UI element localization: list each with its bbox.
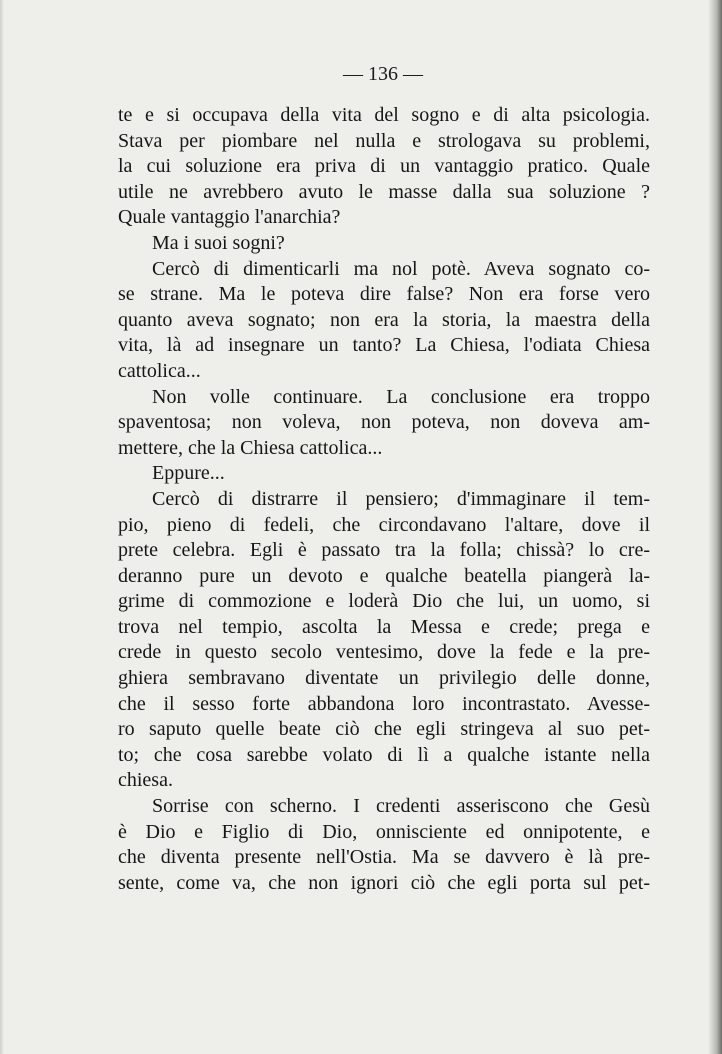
text-line: spaventosa; non voleva, non poteva, non doveva am- [118, 411, 650, 434]
text-line: che il sesso forte abbandona loro incontrastato. Avesse- [118, 692, 650, 715]
text-line: te e si occupava della vita del sogno e di alta psicologia. [118, 104, 650, 126]
page-right-edge-shadow [708, 0, 722, 1054]
text-line: trova nel tempio, ascolta la Messa e crede; prega e [118, 615, 650, 638]
text-line: Ma i suoi sogni? [152, 231, 285, 254]
text-line: prete celebra. Egli è passato tra la folla; chissà? lo cre- [118, 539, 650, 562]
page-left-edge [0, 0, 4, 1054]
text-line: è Dio e Figlio di Dio, onnisciente ed onnipotente, e [118, 820, 650, 843]
page-number: — 136 — [343, 63, 423, 85]
text-line: vita, là ad insegnare un tanto? La Chiesa, l'odiata Chiesa [118, 334, 650, 357]
text-line: Cercò di distrarre il pensiero; d'immaginare il tem- [152, 487, 650, 510]
text-line: Sorrise con scherno. I credenti asseriscono che Gesù [152, 795, 650, 818]
text-line: crede in questo secolo ventesimo, dove la fede e la pre- [118, 641, 650, 664]
text-line: mettere, che la Chiesa cattolica... [118, 436, 383, 459]
text-line: to; che cosa sarebbe volato di lì a qualche istante nella [118, 743, 650, 766]
body-text [118, 103, 650, 896]
text-line: quanto aveva sognato; non era la storia, la maestra della [118, 308, 650, 331]
text-line: se strane. Ma le poteva dire false? Non era forse vero [118, 283, 650, 306]
text-line: sente, come va, che non ignori ciò che egli porta sul pet- [118, 871, 650, 894]
text-line: Stava per piombare nel nulla e strologava su problemi, [118, 129, 650, 152]
text-line: utile ne avrebbero avuto le masse dalla sua soluzione ? [118, 180, 650, 203]
text-line: chiesa. [118, 769, 173, 792]
text-line: Eppure... [152, 462, 225, 485]
text-line: la cui soluzione era priva di un vantaggio pratico. Quale [118, 155, 650, 178]
text-line: Non volle continuare. La conclusione era troppo [152, 385, 650, 408]
text-line: che diventa presente nell'Ostia. Ma se davvero è là pre- [118, 846, 650, 869]
text-line: ro saputo quelle beate ciò che egli stringeva al suo pet- [118, 718, 650, 741]
text-line: Cercò di dimenticarli ma nol potè. Aveva sognato co- [152, 257, 650, 280]
text-line: deranno pure un devoto e qualche beatella piangerà la- [118, 564, 650, 587]
text-line: grime di commozione e loderà Dio che lui, un uomo, si [118, 590, 650, 613]
text-line: cattolica... [118, 359, 201, 382]
text-line: Quale vantaggio l'anarchia? [118, 206, 341, 229]
text-line: ghiera sembravano diventate un privilegio delle donne, [118, 667, 650, 690]
text-line: pio, pieno di fedeli, che circondavano l'altare, dove il [118, 513, 650, 536]
